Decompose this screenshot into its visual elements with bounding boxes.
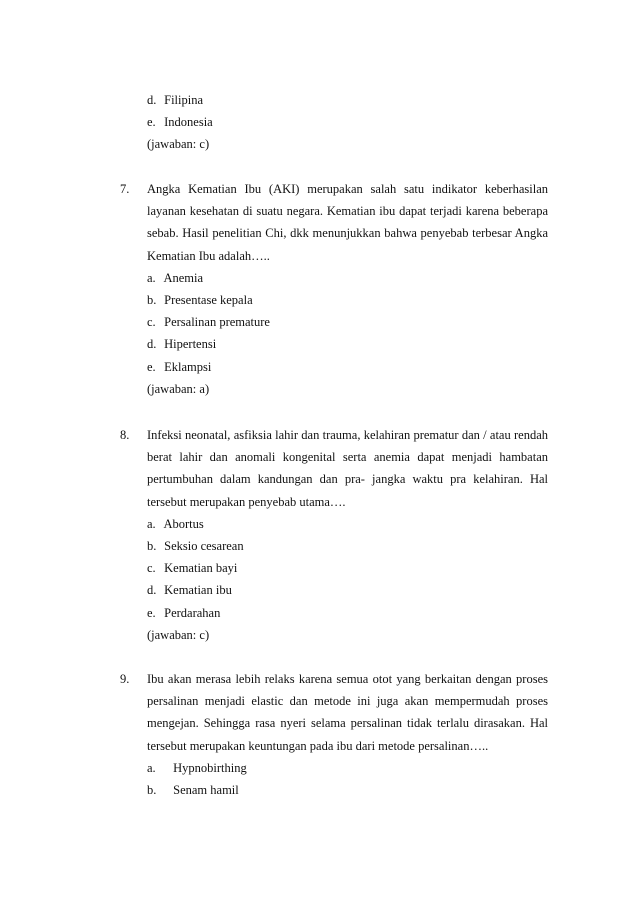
option-item <box>147 356 548 378</box>
option-list <box>147 89 547 133</box>
option-text: Hypnobirthing <box>173 760 247 775</box>
question-body <box>147 424 548 646</box>
question-number: 7. <box>120 182 130 196</box>
option-letter: d. <box>147 337 157 352</box>
option-letter: a. <box>147 270 156 285</box>
option-item <box>147 267 548 289</box>
option-item <box>147 779 548 801</box>
option-item <box>147 535 548 557</box>
answer-key: (jawaban: c) <box>147 627 210 642</box>
option-letter: b. <box>147 293 157 308</box>
option-text: Anemia <box>163 270 204 285</box>
option-text: Seksio cesarean <box>164 539 244 554</box>
question-7 <box>120 178 548 400</box>
option-letter: e. <box>147 605 156 620</box>
option-item <box>147 557 548 579</box>
option-letter: a. <box>147 760 156 775</box>
option-text: Presentase kepala <box>164 293 253 308</box>
option-item <box>147 602 548 624</box>
option-text: Indonesia <box>164 115 213 130</box>
question-stem: Ibu akan merasa lebih relaks karena semua otot yang berkaitan dengan proses persalinan menjadi elastic dan metode ini juga akan mempermudah proses mengejan. Sehingga rasa nyeri selama persalinan tidak terlalu dirasakan. Hal tersebut merupakan keuntungan pada ibu dari metode persalinan….. <box>147 672 548 753</box>
option-item <box>147 289 548 311</box>
option-text: Perdarahan <box>164 605 221 620</box>
option-letter: b. <box>147 539 157 554</box>
option-list <box>147 757 548 801</box>
question-number: 9. <box>120 672 130 686</box>
option-letter: c. <box>147 561 156 576</box>
option-letter: c. <box>147 315 156 330</box>
question-body <box>147 178 548 400</box>
option-item <box>147 311 548 333</box>
option-item <box>147 579 548 601</box>
option-letter: b. <box>147 783 157 798</box>
option-item <box>147 333 548 355</box>
option-letter: a. <box>147 516 156 531</box>
option-item <box>147 513 548 535</box>
previous-question-continuation <box>147 89 547 156</box>
question-stem: Infeksi neonatal, asfiksia lahir dan trauma, kelahiran prematur dan / atau rendah berat lahir dan anomali kongenital serta anemia dapat menjadi hambatan pertumbuhan dalam kandungan dan pra- jangka waktu pra kelahiran. Hal tersebut merupakan penyebab utama…. <box>147 428 548 509</box>
option-letter: d. <box>147 583 157 598</box>
option-text: Filipina <box>164 93 204 107</box>
option-item <box>147 89 547 111</box>
option-letter: e. <box>147 359 156 374</box>
option-text: Senam hamil <box>173 783 239 798</box>
option-text: Persalinan premature <box>164 315 270 330</box>
question-stem: Angka Kematian Ibu (AKI) merupakan salah satu indikator keberhasilan layanan kesehatan di suatu negara. Kematian ibu dapat terjadi karena beberapa sebab. Hasil penelitian Chi, dkk menunjukkan bahwa penyebab terbesar Angka Kematian Ibu adalah….. <box>147 182 548 263</box>
option-text: Kematian ibu <box>164 583 232 598</box>
question-body <box>147 668 548 801</box>
option-letter: d. <box>147 93 157 107</box>
option-item <box>147 111 547 133</box>
option-text: Abortus <box>163 516 204 531</box>
question-8 <box>120 424 548 646</box>
question-9 <box>120 668 548 801</box>
question-number: 8. <box>120 428 130 442</box>
answer-key: (jawaban: c) <box>147 137 210 152</box>
option-text: Hipertensi <box>164 337 217 352</box>
option-text: Kematian bayi <box>164 561 238 576</box>
option-letter: e. <box>147 115 156 130</box>
answer-key: (jawaban: a) <box>147 381 210 396</box>
option-list <box>147 513 548 624</box>
option-text: Eklampsi <box>164 359 212 374</box>
option-item <box>147 757 548 779</box>
option-list <box>147 267 548 378</box>
